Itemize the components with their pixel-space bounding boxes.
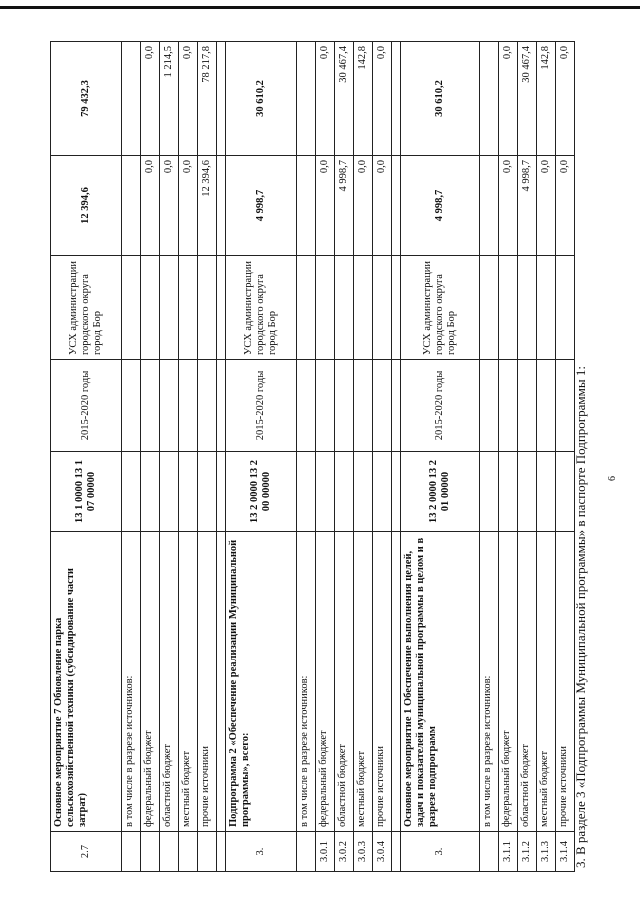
- empty-cell: [480, 360, 499, 452]
- value-total: 0,0: [499, 42, 518, 156]
- table-row-source: [335, 42, 354, 872]
- source-name: местный бюджет: [179, 532, 198, 832]
- empty-cell: [373, 256, 392, 360]
- value-2015: 4 998,7: [335, 156, 354, 256]
- rotated-table-wrapper: [50, 42, 572, 872]
- table-row-main: [401, 42, 480, 872]
- value-total: 0,0: [316, 42, 335, 156]
- empty-cell: [518, 256, 537, 360]
- executor: УСХ администрации городского округа город Бор: [51, 256, 122, 360]
- budget-code: 13 1 0000 13 1 07 00000: [51, 452, 122, 532]
- empty-cell: [354, 452, 373, 532]
- empty-cell: [480, 452, 499, 532]
- budget-code: 13 2 0000 13 2 00 00000: [226, 452, 297, 532]
- table-row-source: [354, 42, 373, 872]
- empty-cell: [316, 256, 335, 360]
- value-total: 30 467,4: [518, 42, 537, 156]
- table-row-source: [179, 42, 198, 872]
- value-total: 0,0: [179, 42, 198, 156]
- table-row-source: [556, 42, 575, 872]
- empty-cell: [354, 256, 373, 360]
- empty-cell: [373, 360, 392, 452]
- value-total: [122, 42, 141, 156]
- source-name: в том числе в разрезе источников:: [480, 532, 499, 832]
- empty-cell: [392, 156, 401, 256]
- empty-cell: [217, 42, 226, 156]
- empty-cell: [499, 452, 518, 532]
- row-index: 3.: [401, 832, 480, 872]
- empty-cell: [392, 832, 401, 872]
- row-index: 3.: [226, 832, 297, 872]
- empty-cell: [122, 256, 141, 360]
- value-2015: 0,0: [354, 156, 373, 256]
- value-2015: [297, 156, 316, 256]
- empty-cell: [537, 360, 556, 452]
- empty-cell: [141, 452, 160, 532]
- source-name: в том числе в разрезе источников:: [122, 532, 141, 832]
- value-total: 30 610,2: [226, 42, 297, 156]
- period: 2015-2020 годы: [226, 360, 297, 452]
- value-total: 0,0: [373, 42, 392, 156]
- source-name: федеральный бюджет: [499, 532, 518, 832]
- empty-cell: [179, 360, 198, 452]
- empty-cell: [499, 256, 518, 360]
- empty-cell: [217, 156, 226, 256]
- empty-cell: [122, 360, 141, 452]
- row-index: 2.7: [51, 832, 122, 872]
- table-row-main: [226, 42, 297, 872]
- row-index: 3.1.3: [537, 832, 556, 872]
- empty-cell: [217, 452, 226, 532]
- empty-cell: [556, 256, 575, 360]
- row-name: Подпрограмма 2 «Обеспечение реализации Муниципальной программы», всего:: [226, 532, 297, 832]
- source-name: в том числе в разрезе источников:: [297, 532, 316, 832]
- empty-cell: [122, 452, 141, 532]
- empty-cell: [354, 360, 373, 452]
- empty-cell: [198, 256, 217, 360]
- empty-cell: [179, 256, 198, 360]
- source-name: прочие источники: [198, 532, 217, 832]
- value-total: 78 217,8: [198, 42, 217, 156]
- value-2015: 0,0: [537, 156, 556, 256]
- empty-cell: [160, 360, 179, 452]
- table-row-source: [316, 42, 335, 872]
- source-name: местный бюджет: [354, 532, 373, 832]
- empty-cell: [392, 452, 401, 532]
- empty-cell: [179, 452, 198, 532]
- source-name: областной бюджет: [335, 532, 354, 832]
- empty-cell: [392, 256, 401, 360]
- value-total: 30 467,4: [335, 42, 354, 156]
- row-index: [122, 832, 141, 872]
- row-index: [198, 832, 217, 872]
- table-row-main: [51, 42, 122, 872]
- value-2015: [122, 156, 141, 256]
- row-index: [160, 832, 179, 872]
- empty-cell: [297, 360, 316, 452]
- row-index: 3.0.1: [316, 832, 335, 872]
- empty-cell: [518, 452, 537, 532]
- row-index: 3.1.1: [499, 832, 518, 872]
- value-total: 0,0: [141, 42, 160, 156]
- spacer-row: [217, 42, 226, 872]
- empty-cell: [335, 452, 354, 532]
- table-row-source: [122, 42, 141, 872]
- empty-cell: [499, 360, 518, 452]
- value-total: 1 214,5: [160, 42, 179, 156]
- empty-cell: [537, 256, 556, 360]
- row-index: 3.1.2: [518, 832, 537, 872]
- source-name: прочие источники: [373, 532, 392, 832]
- table-row-source: [198, 42, 217, 872]
- table-body: [51, 42, 575, 872]
- table-row-source: [518, 42, 537, 872]
- empty-cell: [160, 452, 179, 532]
- empty-cell: [335, 256, 354, 360]
- row-index: 3.0.2: [335, 832, 354, 872]
- empty-cell: [556, 360, 575, 452]
- row-name: Основное мероприятие 1 Обеспечение выполнения целей, задач и показателей муниципальной программы в целом и в разрезе подпрограмм: [401, 532, 480, 832]
- value-total: 30 610,2: [401, 42, 480, 156]
- value-2015: 4 998,7: [401, 156, 480, 256]
- top-rule: [0, 6, 640, 9]
- value-2015: 0,0: [373, 156, 392, 256]
- footer-text: 3. В разделе 3 «Подпрограммы Муниципальной программы» в паспорте Подпрограммы 1:: [573, 366, 588, 868]
- row-index: 3.0.3: [354, 832, 373, 872]
- empty-cell: [160, 256, 179, 360]
- source-name: областной бюджет: [518, 532, 537, 832]
- empty-cell: [141, 360, 160, 452]
- source-name: областной бюджет: [160, 532, 179, 832]
- empty-cell: [392, 532, 401, 832]
- value-total: 142,8: [537, 42, 556, 156]
- row-index: [297, 832, 316, 872]
- value-2015: 12 394,6: [198, 156, 217, 256]
- table-row-source: [499, 42, 518, 872]
- empty-cell: [556, 452, 575, 532]
- empty-cell: [217, 532, 226, 832]
- value-2015: 0,0: [160, 156, 179, 256]
- value-total: 79 432,3: [51, 42, 122, 156]
- empty-cell: [141, 256, 160, 360]
- value-2015: 0,0: [556, 156, 575, 256]
- empty-cell: [198, 360, 217, 452]
- table-row-source: [297, 42, 316, 872]
- empty-cell: [217, 832, 226, 872]
- value-2015: [480, 156, 499, 256]
- value-2015: 0,0: [179, 156, 198, 256]
- empty-cell: [316, 360, 335, 452]
- period: 2015-2020 годы: [401, 360, 480, 452]
- value-2015: 0,0: [499, 156, 518, 256]
- value-total: [480, 42, 499, 156]
- empty-cell: [297, 452, 316, 532]
- value-total: 0,0: [556, 42, 575, 156]
- period: 2015-2020 годы: [51, 360, 122, 452]
- value-total: [297, 42, 316, 156]
- source-name: федеральный бюджет: [141, 532, 160, 832]
- source-name: прочие источники: [556, 532, 575, 832]
- row-index: [141, 832, 160, 872]
- value-2015: 12 394,6: [51, 156, 122, 256]
- table-row-source: [160, 42, 179, 872]
- empty-cell: [316, 452, 335, 532]
- executor: УСХ администрации городского округа город Бор: [401, 256, 480, 360]
- table-row-source: [480, 42, 499, 872]
- value-2015: 0,0: [316, 156, 335, 256]
- empty-cell: [217, 360, 226, 452]
- empty-cell: [297, 256, 316, 360]
- table-row-source: [141, 42, 160, 872]
- program-finance-table: [50, 41, 575, 872]
- empty-cell: [335, 360, 354, 452]
- row-index: 3.1.4: [556, 832, 575, 872]
- row-index: [179, 832, 198, 872]
- empty-cell: [217, 256, 226, 360]
- value-2015: 4 998,7: [226, 156, 297, 256]
- table-row-source: [537, 42, 556, 872]
- empty-cell: [373, 452, 392, 532]
- row-index: 3.0.4: [373, 832, 392, 872]
- empty-cell: [480, 256, 499, 360]
- value-2015: 4 998,7: [518, 156, 537, 256]
- value-2015: 0,0: [141, 156, 160, 256]
- empty-cell: [537, 452, 556, 532]
- budget-code: 13 2 0000 13 2 01 00000: [401, 452, 480, 532]
- executor: УСХ администрации городского округа город Бор: [226, 256, 297, 360]
- row-name: Основное мероприятие 7 Обновление парка сельскохозяйственной техники (субсидирование части затрат): [51, 532, 122, 832]
- source-name: местный бюджет: [537, 532, 556, 832]
- empty-cell: [518, 360, 537, 452]
- empty-cell: [392, 42, 401, 156]
- empty-cell: [198, 452, 217, 532]
- value-total: 142,8: [354, 42, 373, 156]
- spacer-row: [392, 42, 401, 872]
- source-name: федеральный бюджет: [316, 532, 335, 832]
- row-index: [480, 832, 499, 872]
- table-row-source: [373, 42, 392, 872]
- page-number: 6: [607, 476, 618, 481]
- empty-cell: [392, 360, 401, 452]
